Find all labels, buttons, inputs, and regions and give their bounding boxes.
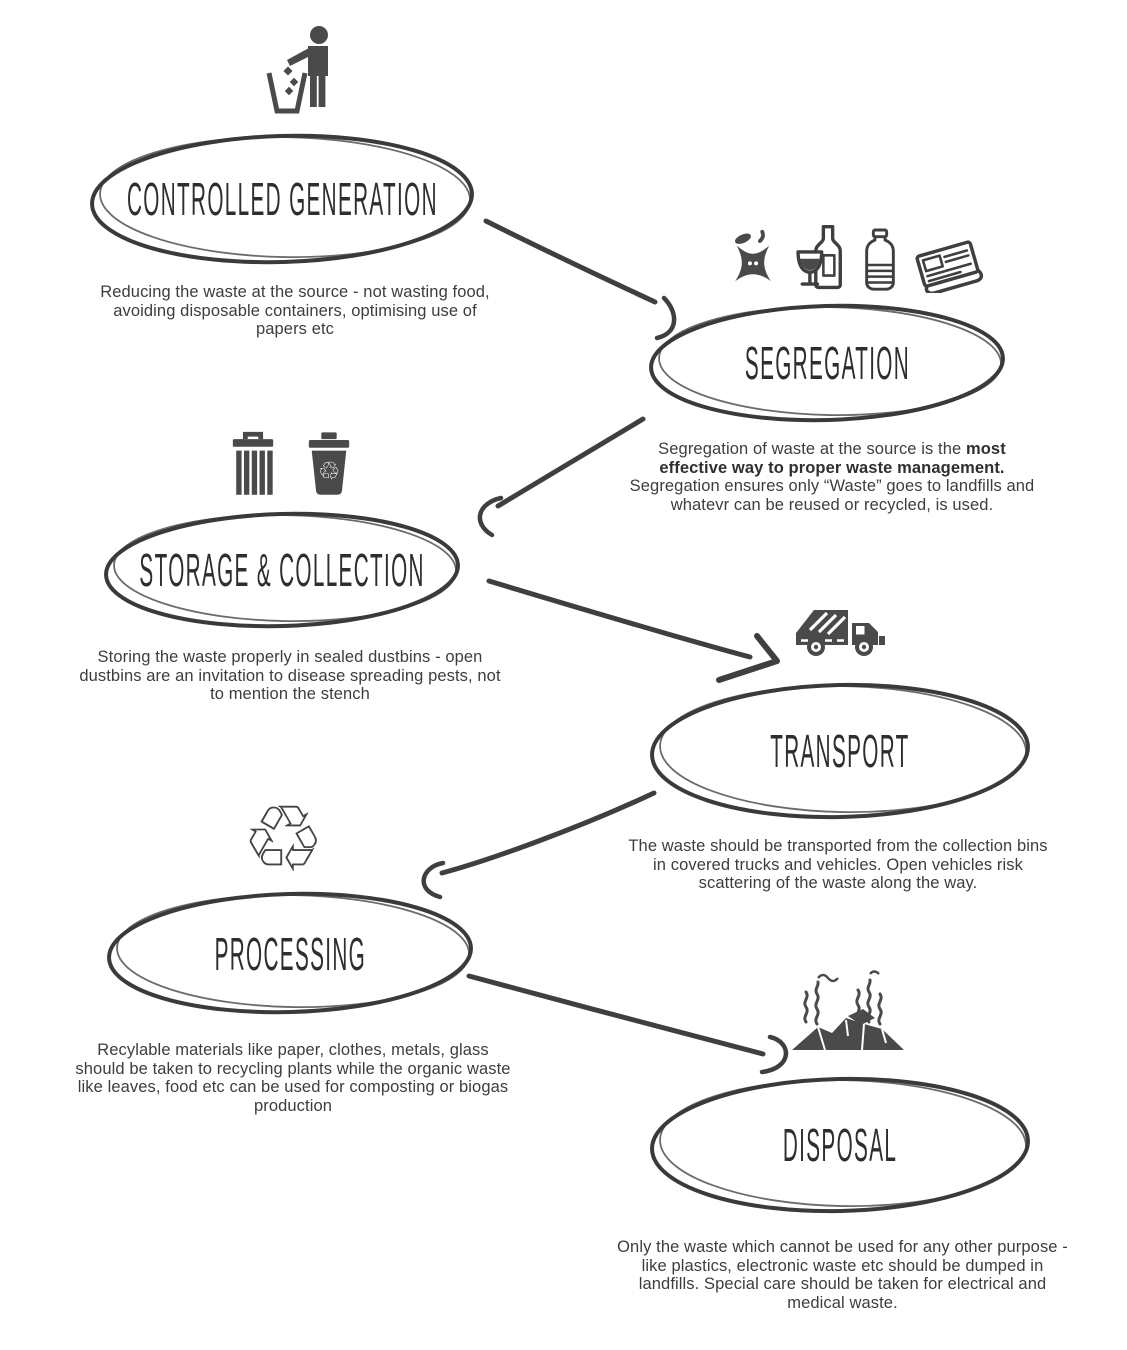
svg-text:♲: ♲ <box>317 456 341 486</box>
newspaper-icon <box>913 235 989 298</box>
storage-icons <box>229 431 353 504</box>
step-description: The waste should be transported from the collection bins in covered trucks and vehicles. Open vehicles risk scattering of the waste along the way. <box>628 837 1048 893</box>
ellipse-storage-collection <box>100 507 465 633</box>
recycle-symbol-icon: ♲ <box>242 786 325 893</box>
litter-disposal-icon <box>256 24 344 121</box>
wine-bottle-icon <box>793 221 847 298</box>
ellipse-processing <box>103 887 478 1020</box>
step-title-transport: TRANSPORT <box>770 725 910 777</box>
trash-bin-icon <box>229 431 277 504</box>
apple-core-icon <box>726 223 780 298</box>
arrow-storage-to-transport <box>489 581 777 680</box>
landfill-icon <box>786 970 910 1061</box>
step-description: Segregation of waste at the source is the most effective way to proper waste management. Segregation ensures only “Waste” goes to landfills and whatevr can be reused or recycled, is used. <box>629 440 1035 514</box>
recycle-bin-icon <box>305 431 353 504</box>
bold-emphasis: most effective way to proper waste management. <box>659 440 1006 477</box>
water-bottle-icon <box>860 227 900 298</box>
step-description: Recylable materials like paper, clothes, metals, glass should be taken to recycling plants while the organic waste like leaves, food etc can be used for composting or biogas production <box>75 1041 511 1115</box>
ellipse-segregation <box>645 299 1010 427</box>
step-title-storage-collection: STORAGE & COLLECTION <box>139 544 426 596</box>
segregation-icons <box>726 221 989 298</box>
arrow-segregation-to-storage <box>480 419 643 535</box>
ellipse-transport <box>645 677 1035 825</box>
step-description: Storing the waste properly in sealed dustbins - open dustbins are an invitation to disease spreading pests, not to mention the stench <box>79 648 501 704</box>
step-title-controlled-generation: CONTROLLED GENERATION <box>127 173 438 225</box>
ellipse-disposal <box>645 1071 1035 1219</box>
step-title-segregation: SEGREGATION <box>744 337 911 389</box>
ellipse-controlled-generation <box>85 128 480 270</box>
step-title-disposal: DISPOSAL <box>782 1119 898 1171</box>
garbage-truck-icon <box>790 603 898 662</box>
step-title-processing: PROCESSING <box>214 927 367 980</box>
arrow-processing-to-disposal <box>469 976 786 1072</box>
step-description: Reducing the waste at the source - not wasting food, avoiding disposable containers, optimising use of papers etc <box>100 283 490 339</box>
step-description: Only the waste which cannot be used for any other purpose - like plastics, electronic waste etc should be dumped in landfills. Special care should be taken for electrical and medical waste. <box>617 1238 1068 1312</box>
arrow-transport-to-processing <box>424 793 654 897</box>
